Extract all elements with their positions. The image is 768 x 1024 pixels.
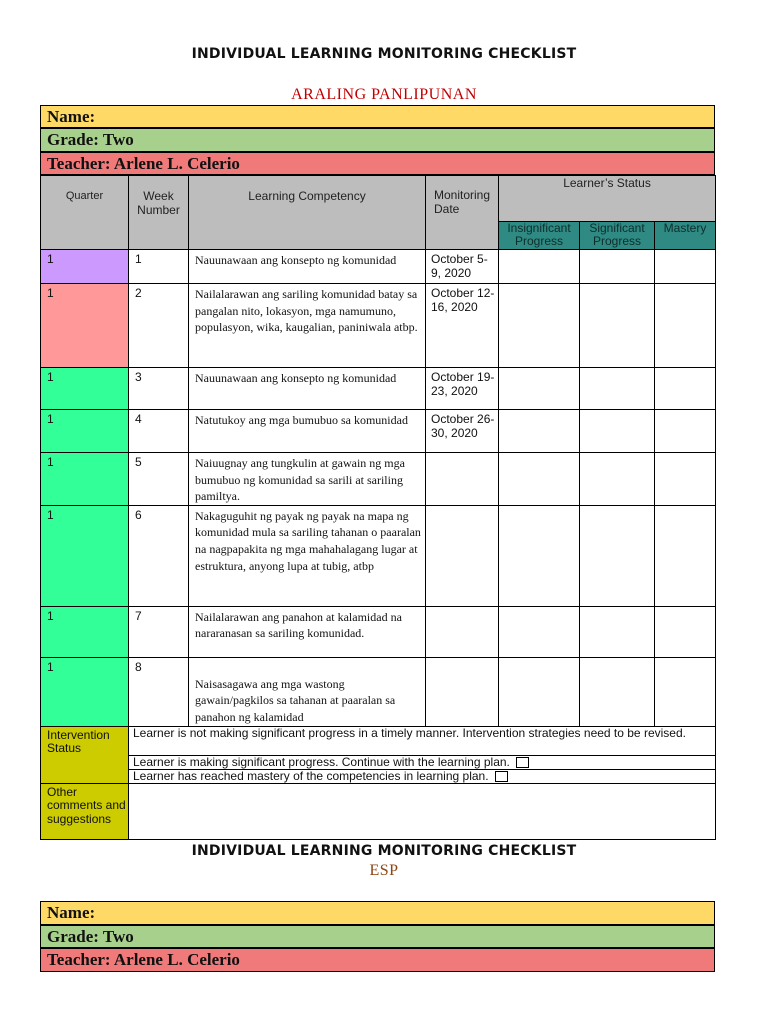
table-row — [41, 657, 716, 726]
insignificant-progress-header: Insignificant Progress — [499, 222, 580, 250]
intervention-status-label: Intervention Status — [41, 726, 129, 783]
competency-cell: Nailalarawan ang panahon at kalamidad na nararanasan sa sariling komunidad. — [189, 606, 426, 657]
other-comments-field[interactable] — [129, 783, 716, 839]
name-field-2: Name: — [40, 901, 715, 925]
table-row — [41, 606, 716, 657]
insignificant-cell[interactable] — [499, 606, 580, 657]
insignificant-cell[interactable] — [499, 284, 580, 368]
significant-cell[interactable] — [580, 606, 655, 657]
subject-title: ARALING PANLIPUNAN — [291, 86, 477, 103]
competency-cell: Naisasagawa ang mga wastong gawain/pagkilos sa tahanan at paaralan sa panahon ng kalamidad — [189, 657, 426, 726]
competency-cell: Naiuugnay ang tungkulin at gawain ng mga bumubuo ng komunidad sa sarili at sariling pamiltya. — [189, 453, 426, 506]
date-cell — [426, 657, 499, 726]
mastery-cell[interactable] — [655, 505, 716, 606]
competency-cell: Nakaguguhit ng payak ng payak na mapa ng komunidad mula sa sariling tahanan o paaralan na nagpapakita ng mga mahahalagang lugar at estruktura, anyong lupa at tubig, atbp — [189, 505, 426, 606]
date-cell: October 19-23, 2020 — [426, 368, 499, 410]
intervention-option-1: Learner is not making significant progress in a timely manner. Intervention strategies need to be revised. — [129, 726, 716, 755]
intervention-option-3-text: Learner has reached mastery of the competencies in learning plan. — [133, 768, 489, 783]
checkbox-icon[interactable] — [495, 771, 508, 782]
week-cell: 6 — [129, 505, 189, 606]
document-title-2: INDIVIDUAL LEARNING MONITORING CHECKLIST — [191, 843, 577, 859]
name-field: Name: — [40, 105, 715, 128]
mastery-cell[interactable] — [655, 284, 716, 368]
grade-field: Grade: Two — [40, 128, 715, 152]
subject-title-2: ESP — [369, 862, 399, 879]
table-row — [41, 250, 716, 284]
mastery-cell[interactable] — [655, 606, 716, 657]
week-cell: 1 — [129, 250, 189, 284]
quarter-cell: 1 — [41, 368, 129, 410]
quarter-cell: 1 — [41, 410, 129, 453]
intervention-option-3 — [129, 769, 716, 783]
quarter-cell: 1 — [41, 505, 129, 606]
competency-cell: Nauunawaan ang konsepto ng komunidad — [189, 250, 426, 284]
document-title: INDIVIDUAL LEARNING MONITORING CHECKLIST — [191, 46, 577, 62]
monitoring-date-header: Monitoring Date — [426, 176, 499, 250]
intervention-option-2 — [129, 755, 716, 769]
intervention-option-2-text: Learner is making significant progress. Continue with the learning plan. — [133, 754, 510, 769]
teacher-field-2: Teacher: Arlene L. Celerio — [40, 948, 715, 972]
date-cell — [426, 453, 499, 506]
week-number-header: Week Number — [129, 176, 189, 250]
checkbox-icon[interactable] — [516, 757, 529, 768]
table-row — [41, 505, 716, 606]
significant-cell[interactable] — [580, 453, 655, 506]
competency-cell: Natutukoy ang mga bumubuo sa komunidad — [189, 410, 426, 453]
quarter-cell: 1 — [41, 453, 129, 506]
quarter-cell: 1 — [41, 657, 129, 726]
week-cell: 8 — [129, 657, 189, 726]
mastery-cell[interactable] — [655, 250, 716, 284]
competency-cell: Nailalarawan ang sariling komunidad batay sa pangalan nito, lokasyon, mga namumuno, populasyon, wika, kaugalian, paniniwala atbp. — [189, 284, 426, 368]
significant-cell[interactable] — [580, 250, 655, 284]
mastery-cell[interactable] — [655, 657, 716, 726]
significant-cell[interactable] — [580, 505, 655, 606]
insignificant-cell[interactable] — [499, 410, 580, 453]
other-comments-label: Other comments and suggestions — [41, 783, 129, 839]
insignificant-cell[interactable] — [499, 505, 580, 606]
competency-cell: Nauunawaan ang konsepto ng komunidad — [189, 368, 426, 410]
teacher-field: Teacher: Arlene L. Celerio — [40, 152, 715, 175]
insignificant-cell[interactable] — [499, 453, 580, 506]
quarter-cell: 1 — [41, 284, 129, 368]
mastery-cell[interactable] — [655, 453, 716, 506]
week-cell: 7 — [129, 606, 189, 657]
learning-competency-header: Learning Competency — [189, 176, 426, 250]
mastery-header: Mastery — [655, 222, 716, 250]
mastery-cell[interactable] — [655, 368, 716, 410]
quarter-cell: 1 — [41, 606, 129, 657]
table-row — [41, 453, 716, 506]
date-cell: October 12-16, 2020 — [426, 284, 499, 368]
significant-progress-header: Significant Progress — [580, 222, 655, 250]
table-row — [41, 368, 716, 410]
date-cell: October 26-30, 2020 — [426, 410, 499, 453]
significant-cell[interactable] — [580, 410, 655, 453]
quarter-header: Quarter — [41, 176, 129, 250]
week-cell: 3 — [129, 368, 189, 410]
table-row — [41, 284, 716, 368]
week-cell: 4 — [129, 410, 189, 453]
date-cell: October 5-9, 2020 — [426, 250, 499, 284]
learners-status-header: Learner’s Status — [499, 176, 716, 222]
significant-cell[interactable] — [580, 368, 655, 410]
week-cell: 2 — [129, 284, 189, 368]
table-row — [41, 410, 716, 453]
week-cell: 5 — [129, 453, 189, 506]
date-cell — [426, 505, 499, 606]
insignificant-cell[interactable] — [499, 250, 580, 284]
significant-cell[interactable] — [580, 284, 655, 368]
quarter-cell: 1 — [41, 250, 129, 284]
checklist-table — [40, 175, 716, 840]
insignificant-cell[interactable] — [499, 657, 580, 726]
mastery-cell[interactable] — [655, 410, 716, 453]
significant-cell[interactable] — [580, 657, 655, 726]
insignificant-cell[interactable] — [499, 368, 580, 410]
date-cell — [426, 606, 499, 657]
grade-field-2: Grade: Two — [40, 925, 715, 948]
